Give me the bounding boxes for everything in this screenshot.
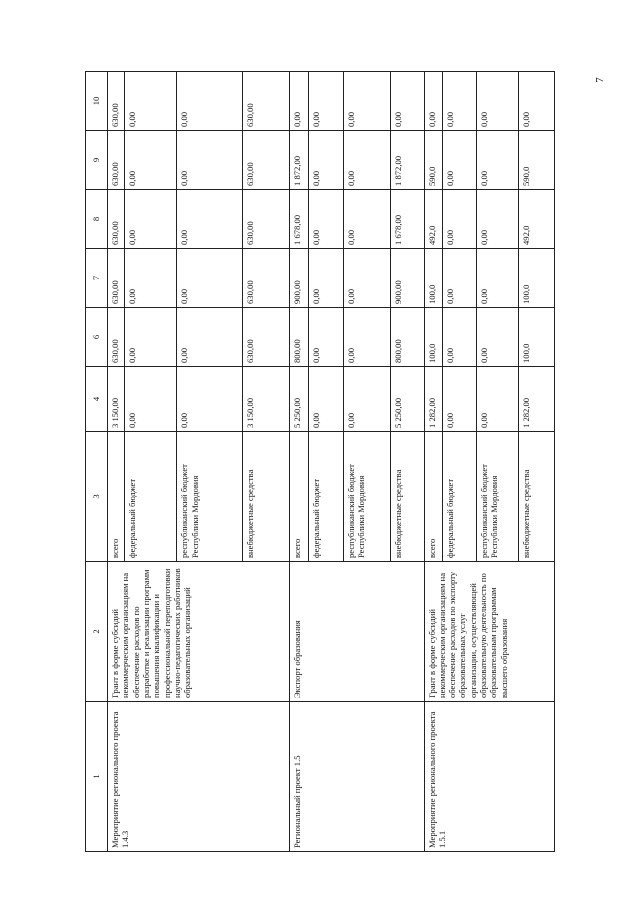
item-description-cell: Грант в форме субсидий некоммерческим организациям на обеспечение расходов по экспорту образовательных услуг организации, осуществляющей образовательную деятельность по образовательным программам высшего образования <box>424 562 554 702</box>
table-row <box>289 72 308 852</box>
funding-source-cell: всего <box>108 432 125 562</box>
value-cell: 0,00 <box>477 190 519 249</box>
table-body <box>86 72 555 852</box>
value-cell: 0,00 <box>477 308 519 367</box>
value-cell: 0,00 <box>124 308 177 367</box>
value-cell: 0,00 <box>124 249 177 308</box>
value-cell: 0,00 <box>443 367 477 432</box>
item-description-cell: Грант в форме субсидий некоммерческим организациям на обеспечение расходов по разработке и реализации программ повышения квалификации и профессиональной переподготовки научно-педагогических работников образовательных организаций <box>108 562 290 702</box>
value-cell: 0,00 <box>308 308 343 367</box>
item-type-cell: Региональный проект 1.5 <box>289 702 424 852</box>
header-cell: 4 <box>86 367 108 432</box>
value-cell: 492,0 <box>424 190 443 249</box>
value-cell: 0,00 <box>443 190 477 249</box>
table-row <box>108 72 125 852</box>
value-cell: 100,0 <box>424 249 443 308</box>
header-cell: 8 <box>86 190 108 249</box>
value-cell: 1 678,00 <box>390 190 424 249</box>
value-cell: 0,00 <box>443 308 477 367</box>
value-cell: 1 872,00 <box>390 131 424 190</box>
value-cell: 0,00 <box>124 131 177 190</box>
value-cell: 0,00 <box>177 72 242 131</box>
value-cell: 0,00 <box>343 367 390 432</box>
funding-source-cell: федеральный бюджет <box>443 432 477 562</box>
value-cell: 0,00 <box>443 249 477 308</box>
value-cell: 492,0 <box>519 190 555 249</box>
item-description-cell: Экспорт образования <box>289 562 424 702</box>
value-cell: 100,0 <box>519 308 555 367</box>
value-cell: 100,0 <box>424 308 443 367</box>
value-cell: 630,00 <box>242 308 289 367</box>
value-cell: 100,0 <box>519 249 555 308</box>
value-cell: 900,00 <box>289 249 308 308</box>
header-cell: 9 <box>86 131 108 190</box>
value-cell: 1 282,00 <box>519 367 555 432</box>
funding-source-cell: республиканский бюджет Республики Мордовия <box>343 432 390 562</box>
value-cell: 1 678,00 <box>289 190 308 249</box>
value-cell: 0,00 <box>343 308 390 367</box>
header-cell: 3 <box>86 432 108 562</box>
value-cell: 0,00 <box>308 72 343 131</box>
funding-source-cell: внебюджетные средства <box>519 432 555 562</box>
funding-source-cell: всего <box>424 432 443 562</box>
value-cell: 0,00 <box>519 72 555 131</box>
value-cell: 0,00 <box>177 249 242 308</box>
value-cell: 0,00 <box>390 72 424 131</box>
funding-source-cell: внебюджетные средства <box>390 432 424 562</box>
item-type-cell: Мероприятие регионального проекта 1.4.3 <box>108 702 290 852</box>
table-row <box>424 72 443 852</box>
value-cell: 630,00 <box>242 131 289 190</box>
value-cell: 900,00 <box>390 249 424 308</box>
value-cell: 0,00 <box>289 72 308 131</box>
funding-source-cell: федеральный бюджет <box>308 432 343 562</box>
budget-table <box>85 71 555 852</box>
value-cell: 630,00 <box>242 190 289 249</box>
funding-source-cell: республиканский бюджет Республики Мордовия <box>177 432 242 562</box>
value-cell: 0,00 <box>477 367 519 432</box>
funding-source-cell: федеральный бюджет <box>124 432 177 562</box>
value-cell: 3 150,00 <box>242 367 289 432</box>
value-cell: 0,00 <box>177 190 242 249</box>
value-cell: 630,00 <box>108 190 125 249</box>
value-cell: 0,00 <box>308 367 343 432</box>
value-cell: 0,00 <box>124 367 177 432</box>
header-cell: 6 <box>86 308 108 367</box>
funding-source-cell: внебюджетные средства <box>242 432 289 562</box>
value-cell: 0,00 <box>124 190 177 249</box>
value-cell: 0,00 <box>343 131 390 190</box>
value-cell: 0,00 <box>477 131 519 190</box>
value-cell: 0,00 <box>177 308 242 367</box>
table-container <box>85 72 555 852</box>
value-cell: 630,00 <box>108 249 125 308</box>
value-cell: 0,00 <box>424 72 443 131</box>
page-number: 7 <box>593 77 606 83</box>
value-cell: 630,00 <box>242 249 289 308</box>
header-cell: 10 <box>86 72 108 131</box>
value-cell: 0,00 <box>477 72 519 131</box>
value-cell: 0,00 <box>343 72 390 131</box>
value-cell: 3 150,00 <box>108 367 125 432</box>
value-cell: 1 282,00 <box>424 367 443 432</box>
value-cell: 630,00 <box>242 72 289 131</box>
value-cell: 630,00 <box>108 131 125 190</box>
value-cell: 0,00 <box>177 131 242 190</box>
value-cell: 590,0 <box>424 131 443 190</box>
header-cell: 1 <box>86 702 108 852</box>
value-cell: 800,00 <box>390 308 424 367</box>
value-cell: 0,00 <box>177 367 242 432</box>
value-cell: 0,00 <box>443 131 477 190</box>
header-cell: 7 <box>86 249 108 308</box>
value-cell: 630,00 <box>108 72 125 131</box>
value-cell: 630,00 <box>108 308 125 367</box>
item-type-cell: Мероприятие регионального проекта 1.5.1 <box>424 702 554 852</box>
value-cell: 0,00 <box>308 249 343 308</box>
funding-source-cell: всего <box>289 432 308 562</box>
value-cell: 0,00 <box>443 72 477 131</box>
header-cell: 2 <box>86 562 108 702</box>
value-cell: 1 872,00 <box>289 131 308 190</box>
value-cell: 0,00 <box>343 190 390 249</box>
funding-source-cell: республиканский бюджет Республики Мордовия <box>477 432 519 562</box>
value-cell: 0,00 <box>308 131 343 190</box>
value-cell: 800,00 <box>289 308 308 367</box>
value-cell: 5 250,00 <box>390 367 424 432</box>
value-cell: 0,00 <box>477 249 519 308</box>
value-cell: 590,0 <box>519 131 555 190</box>
value-cell: 0,00 <box>343 249 390 308</box>
header-row <box>86 72 108 852</box>
value-cell: 5 250,00 <box>289 367 308 432</box>
value-cell: 0,00 <box>308 190 343 249</box>
value-cell: 0,00 <box>124 72 177 131</box>
